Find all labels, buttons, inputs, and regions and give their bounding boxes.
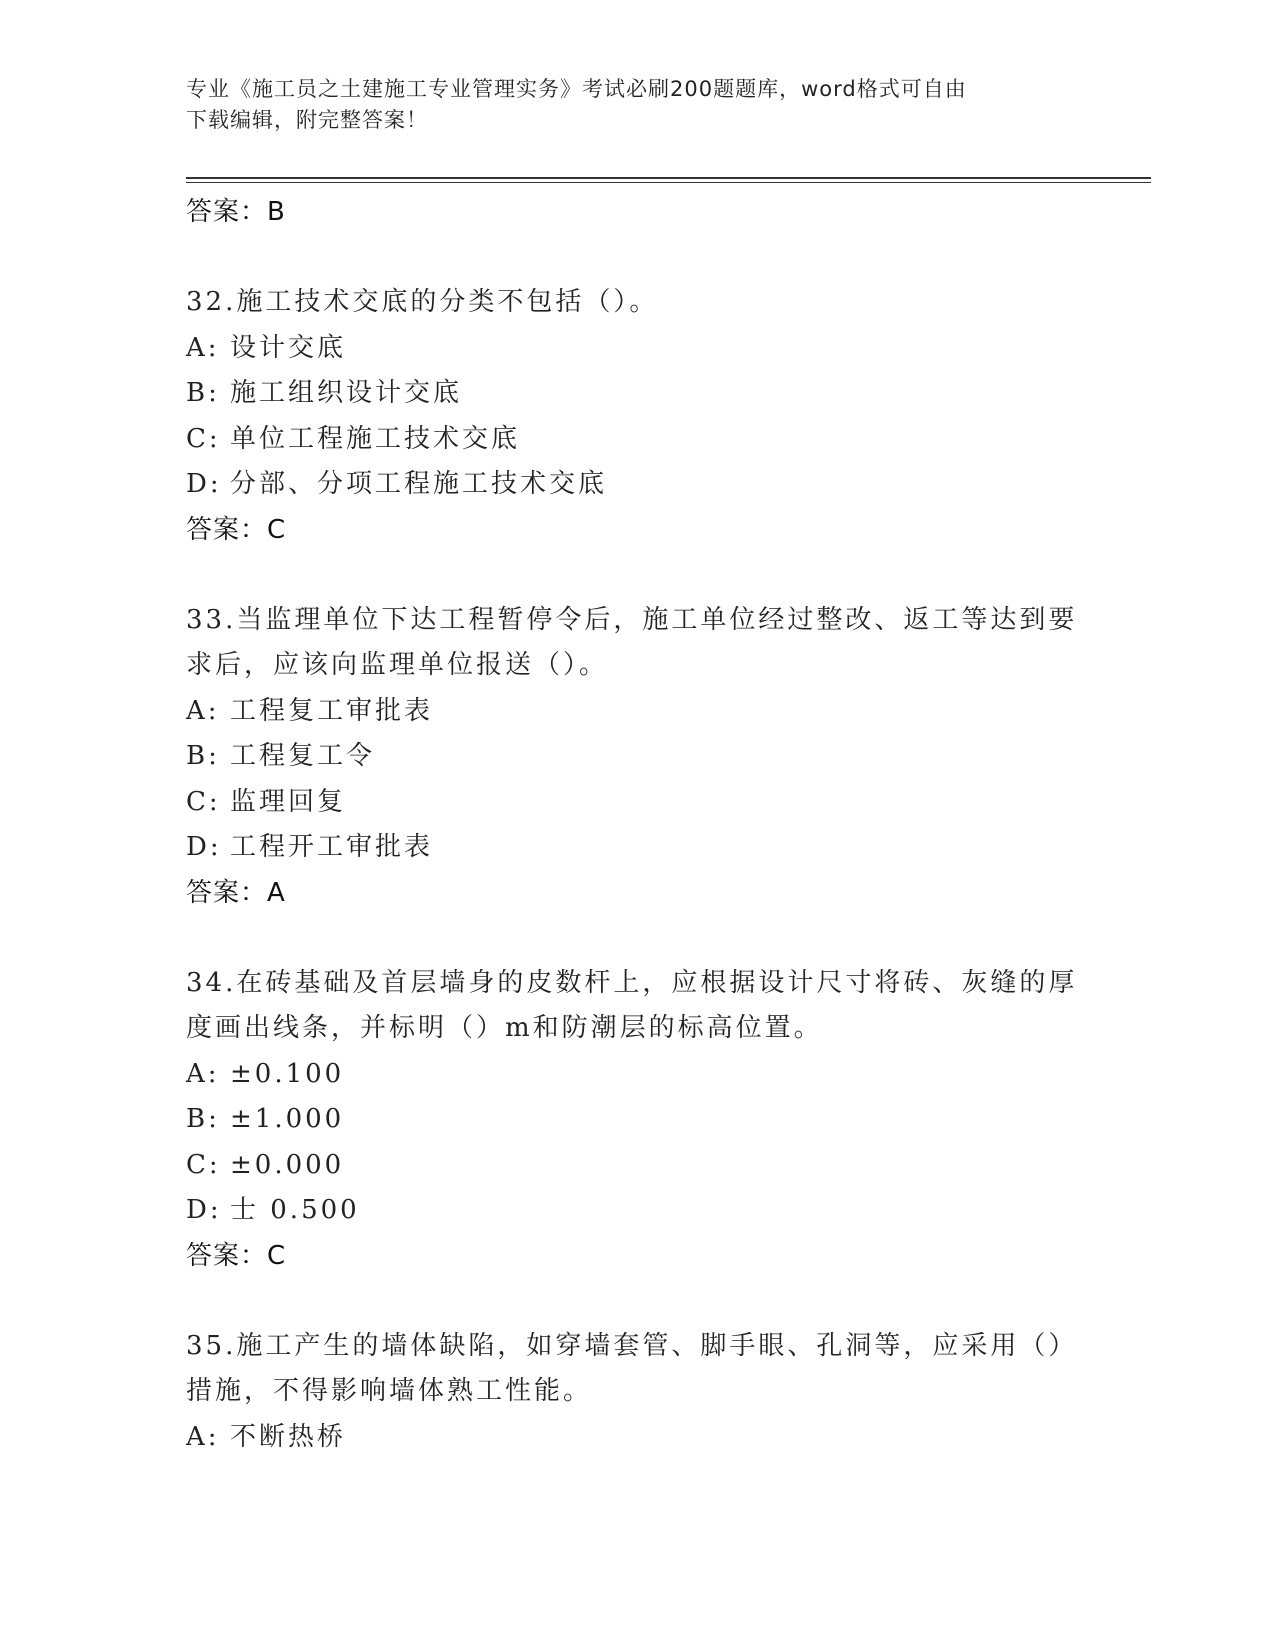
option-b [186,734,1086,780]
answer-line: 答案：C [186,1240,287,1271]
option-text: 工程复工令 [230,741,376,771]
option-text: ±0.100 [230,1058,345,1089]
option-letter: C: [186,786,221,817]
question-32 [186,280,1086,552]
answer-line: 答案：A [186,877,286,908]
option-text: 不断热桥 [230,1421,347,1452]
answer-line: 答案：C [186,514,287,545]
question-text: 32.施工技术交底的分类不包括（）。 [186,287,659,317]
question-text: 34.在砖基础及首层墙身的皮数杆上，应根据设计尺寸将砖、灰缝的厚度画出线条，并标明（）m和防潮层的标高位置。 [186,967,1078,1043]
option-letter: C: [186,423,221,454]
option-text: 士 0.500 [230,1195,360,1225]
option-a [186,1052,1086,1098]
option-c [186,780,1086,826]
option-text: ±0.000 [230,1149,345,1180]
option-text: 分部、分项工程施工技术交底 [230,469,608,499]
option-letter: A: [186,332,220,363]
header-divider-thick [186,177,1151,179]
document-header [186,74,1086,136]
option-letter: D: [186,1195,222,1225]
option-letter: A: [186,1421,220,1452]
option-text: 施工组织设计交底 [230,378,463,408]
question-35 [186,1324,1086,1461]
header-line-1: 专业《施工员之土建施工专业管理实务》考试必刷200题题库，word格式可自由 [186,77,967,101]
option-a [186,326,1086,372]
option-text: 工程开工审批表 [230,832,434,862]
option-letter: A: [186,1058,220,1089]
option-text: ±1.000 [230,1104,345,1134]
option-d [186,462,1086,508]
option-c [186,1143,1086,1189]
option-letter: D: [186,832,222,862]
option-letter: D: [186,469,222,499]
option-b [186,1097,1086,1143]
option-c [186,417,1086,463]
header-divider-thin [186,182,1151,183]
option-text: 监理回复 [230,786,347,817]
option-d [186,825,1086,871]
option-letter: A: [186,695,220,726]
question-text: 33.当监理单位下达工程暂停令后，施工单位经过整改、返工等达到要求后，应该向监理单位报送（）。 [186,604,1078,680]
option-letter: B: [186,741,220,771]
option-a [186,1415,1086,1461]
header-line-2: 下载编辑，附完整答案！ [186,108,428,132]
question-text: 35.施工产生的墙体缺陷，如穿墙套管、脚手眼、孔洞等，应采用（）措施，不得影响墙体熟工性能。 [186,1330,1078,1406]
option-a [186,689,1086,735]
option-letter: C: [186,1149,221,1180]
question-34 [186,961,1086,1278]
option-b [186,371,1086,417]
question-list [186,190,1086,1460]
option-text: 单位工程施工技术交底 [230,423,521,454]
option-letter: B: [186,1104,220,1134]
option-d [186,1188,1086,1234]
question-33 [186,598,1086,915]
option-text: 设计交底 [230,332,347,363]
option-text: 工程复工审批表 [230,695,434,726]
answer-line: 答案：B [186,197,286,227]
option-letter: B: [186,378,220,408]
